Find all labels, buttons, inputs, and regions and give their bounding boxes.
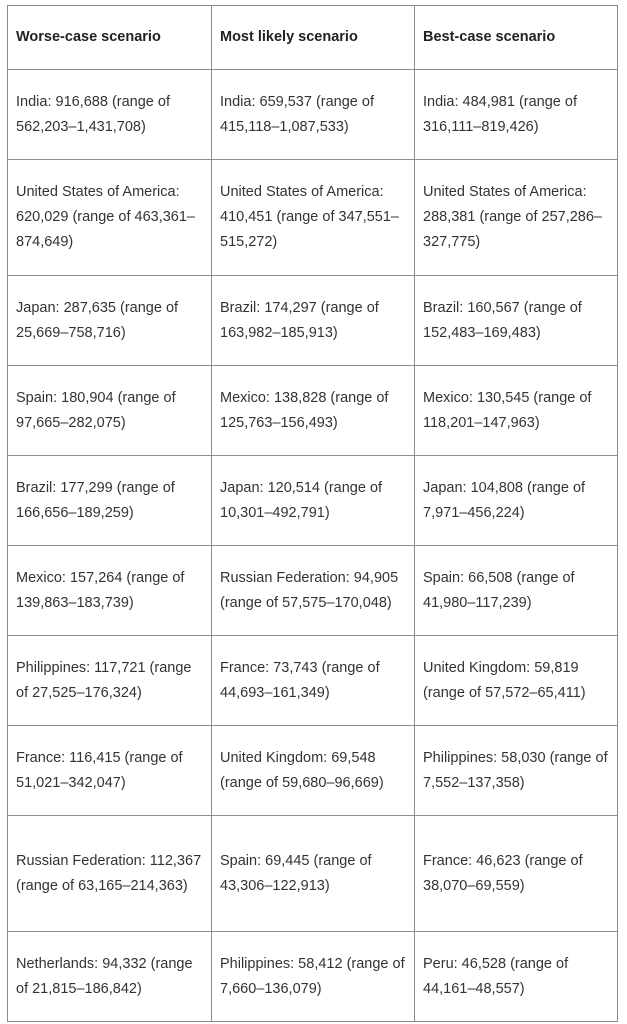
table-cell: France: 73,743 (range of 44,693–161,349): [212, 636, 415, 726]
table-cell: Japan: 287,635 (range of 25,669–758,716): [8, 276, 212, 366]
table-cell: Russian Federation: 94,905 (range of 57,575–170,048): [212, 546, 415, 636]
table-cell: United States of America: 288,381 (range of 257,286–327,775): [415, 160, 618, 276]
table-cell: Brazil: 160,567 (range of 152,483–169,483): [415, 276, 618, 366]
header-row: [8, 6, 618, 70]
table-row: [8, 546, 618, 636]
table-cell: France: 46,623 (range of 38,070–69,559): [415, 816, 618, 932]
table-cell: Mexico: 138,828 (range of 125,763–156,493): [212, 366, 415, 456]
table-cell: Philippines: 58,030 (range of 7,552–137,358): [415, 726, 618, 816]
table-cell: Mexico: 130,545 (range of 118,201–147,963): [415, 366, 618, 456]
scenario-table: [7, 5, 618, 1022]
table-cell: Mexico: 157,264 (range of 139,863–183,739): [8, 546, 212, 636]
table-row: [8, 70, 618, 160]
table-cell: Brazil: 174,297 (range of 163,982–185,913): [212, 276, 415, 366]
table-row: [8, 366, 618, 456]
table-cell: France: 116,415 (range of 51,021–342,047): [8, 726, 212, 816]
table-cell: Spain: 180,904 (range of 97,665–282,075): [8, 366, 212, 456]
table-cell: Peru: 46,528 (range of 44,161–48,557): [415, 932, 618, 1022]
table-cell: United Kingdom: 59,819 (range of 57,572–65,411): [415, 636, 618, 726]
table-row: [8, 160, 618, 276]
table-cell: United Kingdom: 69,548 (range of 59,680–96,669): [212, 726, 415, 816]
header-most-likely: Most likely scenario: [212, 6, 415, 70]
table-cell: India: 659,537 (range of 415,118–1,087,533): [212, 70, 415, 160]
table-cell: Brazil: 177,299 (range of 166,656–189,259): [8, 456, 212, 546]
table-cell: India: 916,688 (range of 562,203–1,431,708): [8, 70, 212, 160]
table-row: [8, 816, 618, 932]
table-cell: Netherlands: 94,332 (range of 21,815–186,842): [8, 932, 212, 1022]
header-best-case: Best-case scenario: [415, 6, 618, 70]
table-row: [8, 636, 618, 726]
table-row: [8, 276, 618, 366]
table-row: [8, 932, 618, 1022]
table-cell: Russian Federation: 112,367 (range of 63,165–214,363): [8, 816, 212, 932]
table-cell: United States of America: 620,029 (range of 463,361–874,649): [8, 160, 212, 276]
table-cell: Japan: 120,514 (range of 10,301–492,791): [212, 456, 415, 546]
table-row: [8, 726, 618, 816]
table-row: [8, 456, 618, 546]
header-worst-case: Worse-case scenario: [8, 6, 212, 70]
table-cell: India: 484,981 (range of 316,111–819,426): [415, 70, 618, 160]
table-cell: United States of America: 410,451 (range of 347,551–515,272): [212, 160, 415, 276]
table-cell: Philippines: 117,721 (range of 27,525–176,324): [8, 636, 212, 726]
table-cell: Spain: 66,508 (range of 41,980–117,239): [415, 546, 618, 636]
table-cell: Philippines: 58,412 (range of 7,660–136,079): [212, 932, 415, 1022]
table-cell: Spain: 69,445 (range of 43,306–122,913): [212, 816, 415, 932]
table-cell: Japan: 104,808 (range of 7,971–456,224): [415, 456, 618, 546]
